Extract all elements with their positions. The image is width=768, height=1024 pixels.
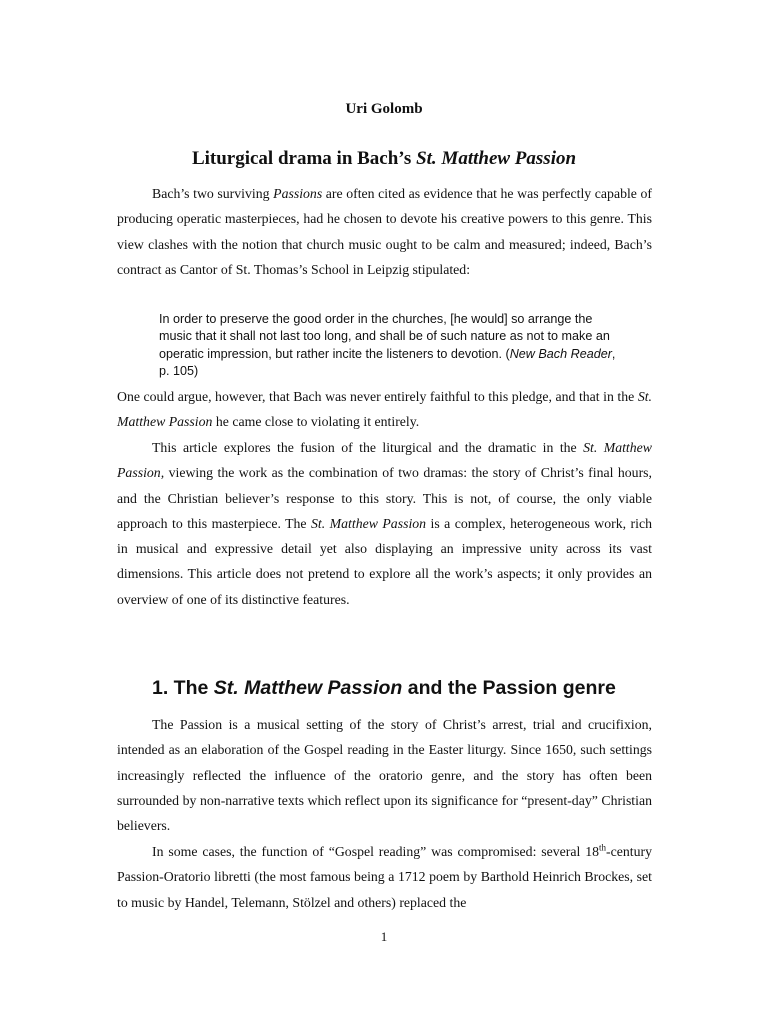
para3-text-a: This article explores the fusion of the liturgical and the dramatic in the [152, 440, 584, 455]
page-number: 1 [380, 929, 388, 944]
paragraph-argument [117, 384, 652, 435]
paragraph-article-scope [117, 435, 652, 612]
ordinal-superscript: th [599, 842, 607, 853]
title-work: St. Matthew Passion [416, 148, 577, 169]
para3-text-e: is a complex, heterogeneous work, rich in musical and expressive detail yet also displaying an impressive unity across its vast dimensions. This article does not pretend to explore all the work’s aspects; it only provides an overview of one of its distinctive features. [117, 515, 653, 607]
para5-text-b: -century Passion-Oratorio libretti (the most famous being a 1712 poem by Barthold Heinrich Brockes, set to music by Handel, Telemann, Stölzel and others) replaced the [117, 844, 652, 910]
para3-text-b: St. Matthew Passion, [117, 440, 652, 481]
paragraph-intro [117, 181, 652, 282]
section-number: 1. The [152, 677, 214, 699]
section-work: St. Matthew Passion [213, 677, 403, 699]
paragraph-gospel-reading [117, 839, 652, 915]
quote-source: New Bach Reader [509, 346, 612, 361]
section-heading [152, 677, 616, 700]
section-rest: and the Passion genre [402, 677, 616, 699]
title-prefix: Liturgical drama in Bach’s [191, 148, 417, 169]
para1-text-b: Passions [273, 186, 323, 201]
paragraph-passion-definition: The Passion is a musical setting of the story of Christ’s arrest, trial and crucifixion, intended as an elaboration of the Gospel reading in the Easter liturgy. Since 1650, such settings increasingly reflected the influence of the oratorio genre, and the story has often been surrounded by non-narrative texts which reflect upon its significance for “present-day” Christian believers. [117, 717, 652, 834]
para1-text-c: are often cited as evidence that he was perfectly capable of producing operatic masterpieces, had he chosen to devote his creative powers to this genre. This view clashes with the notion that church music ought to be calm and measured; indeed, Bach’s contract as Cantor of St. Thomas’s School in Leipzig stipulated: [117, 186, 652, 277]
para2-text-c: he came close to violating it entirely. [212, 414, 420, 430]
quote-page: , p. 105) [159, 346, 616, 378]
page-title [0, 148, 768, 170]
quote-text: In order to preserve the good order in the churches, [he would] so arrange the music that it shall not last too long, and shall be of such nature as not to make an operatic impression, but rather incite the listeners to devotion. ( [159, 312, 610, 361]
para2-text-b: St. Matthew Passion [117, 389, 652, 430]
para3-text-d: St. Matthew Passion [311, 515, 427, 531]
block-quote [159, 311, 621, 380]
para2-text-a: One could argue, however, that Bach was never entirely faithful to this pledge, and that in the [117, 389, 638, 404]
para5-text-a: In some cases, the function of “Gospel reading” was compromised: several 18 [152, 844, 600, 859]
author-name: Uri Golomb [345, 101, 423, 117]
para1-text-a: Bach’s two surviving [152, 186, 274, 201]
para3-text-c: viewing the work as the combination of two dramas: the story of Christ’s final hours, and the Christian believer’s response to this story. This is not, of course, the only viable approach to this masterpiece. The [117, 465, 652, 531]
